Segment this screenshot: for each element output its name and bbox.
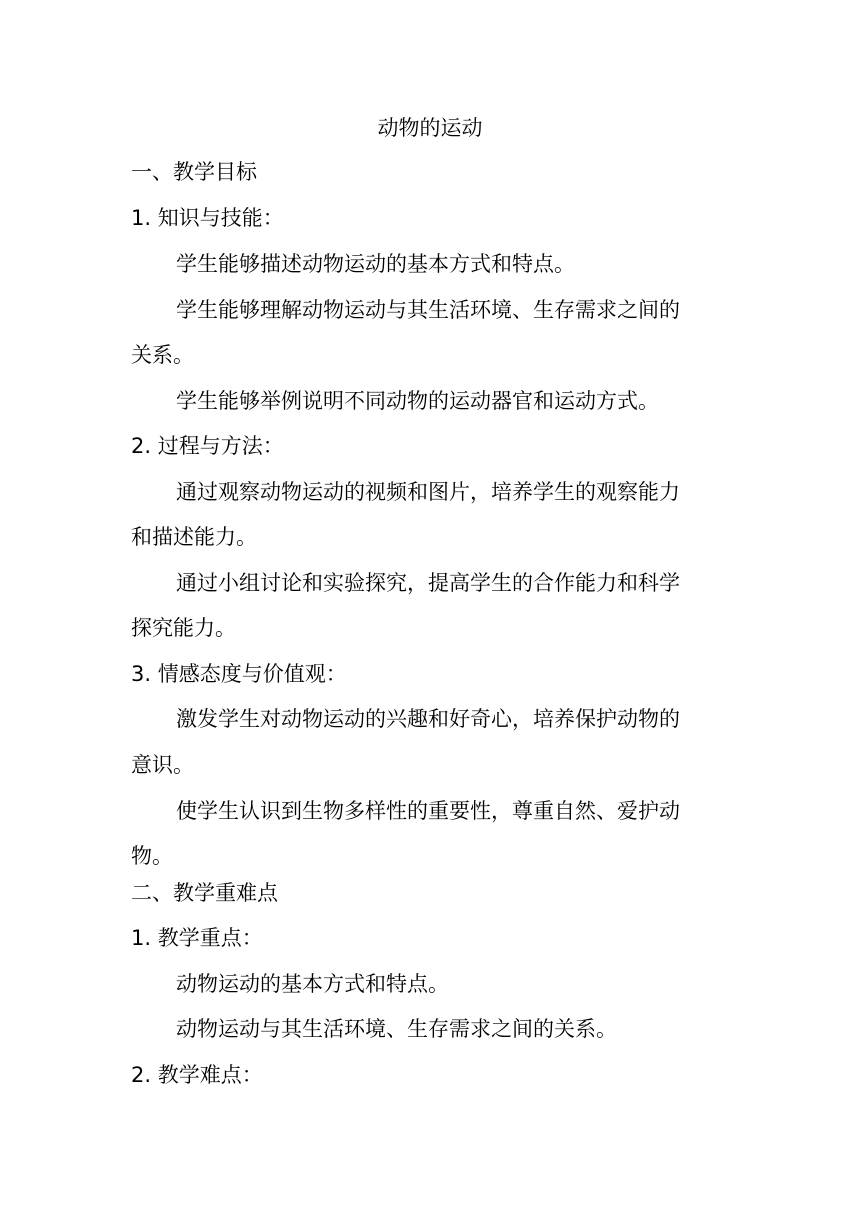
paragraph-continuation: 关系。 [131, 343, 194, 367]
subheading-key-points: 1. 教学重点： [131, 926, 263, 950]
paragraph: 动物运动与其生活环境、生存需求之间的关系。 [176, 1017, 617, 1041]
paragraph: 学生能够举例说明不同动物的运动器官和运动方式。 [176, 389, 659, 413]
paragraph-continuation: 意识。 [131, 753, 194, 777]
subheading-process-methods: 2. 过程与方法： [131, 434, 284, 458]
paragraph-continuation: 探究能力。 [131, 616, 236, 640]
paragraph: 使学生认识到生物多样性的重要性，尊重自然、爱护动 [176, 799, 680, 823]
paragraph: 学生能够理解动物运动与其生活环境、生存需求之间的 [176, 298, 680, 322]
section-heading-objectives: 一、教学目标 [131, 160, 257, 184]
paragraph: 通过观察动物运动的视频和图片，培养学生的观察能力 [176, 480, 680, 504]
paragraph: 动物运动的基本方式和特点。 [176, 972, 449, 996]
subheading-knowledge-skills: 1. 知识与技能： [131, 206, 284, 230]
paragraph: 学生能够描述动物运动的基本方式和特点。 [176, 252, 575, 276]
paragraph-continuation: 和描述能力。 [131, 525, 257, 549]
section-heading-key-points: 二、教学重难点 [131, 881, 278, 905]
paragraph-continuation: 物。 [131, 844, 173, 868]
subheading-difficult-points: 2. 教学难点： [131, 1063, 263, 1087]
document-title: 动物的运动 [377, 116, 483, 140]
paragraph: 通过小组讨论和实验探究，提高学生的合作能力和科学 [176, 571, 680, 595]
paragraph: 激发学生对动物运动的兴趣和好奇心，培养保护动物的 [176, 707, 680, 731]
subheading-attitudes-values: 3. 情感态度与价值观： [131, 662, 347, 686]
